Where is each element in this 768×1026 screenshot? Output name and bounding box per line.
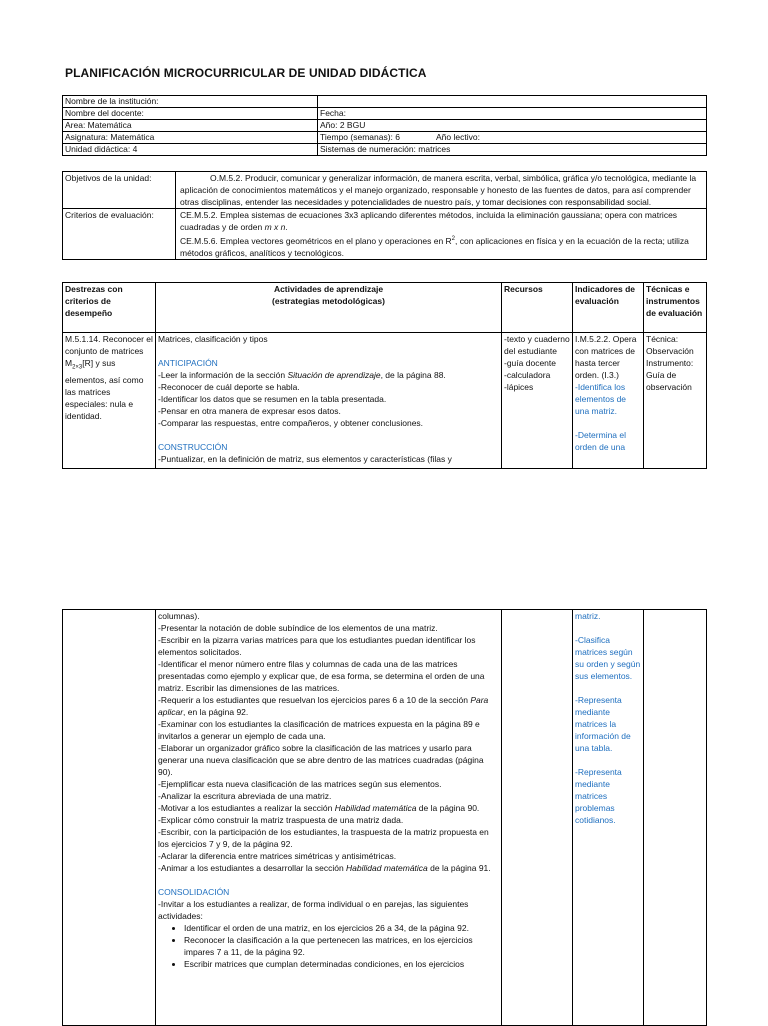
info-cell: Area: Matemática — [63, 120, 318, 132]
planning-table-page2 — [62, 609, 707, 1026]
objectives-table — [62, 171, 707, 260]
list-item: • Reconocer la clasificación a la que pertenecen las matrices, en los ejercicios impares 7 a 11, de la página 92. — [184, 934, 499, 958]
resources-cell — [502, 610, 573, 1026]
table-row — [63, 209, 707, 260]
table-row — [63, 610, 707, 1026]
destreza-cell: M.5.1.14. Reconocer el conjunto de matrices $M_{2\times 3}[R]$ y sus elementos, así como las matrices especiales: nula e identidad. — [63, 333, 156, 469]
indicators-cell: matriz. -Clasifica matrices según su orden y según sus elementos. -Representa mediante matrices la información de una tabla. -Representa mediante matrices problemas cotidianos. — [573, 610, 644, 1026]
planning-table-page1 — [62, 282, 707, 469]
institution-info-table — [62, 95, 707, 156]
info-cell: Año lectivo: — [434, 132, 707, 144]
info-cell: Asignatura: Matemática — [63, 132, 318, 144]
objectives-text — [176, 172, 707, 209]
indicators-cell: I.M.5.2.2. Opera con matrices de hasta tercer orden. (I.3.) -Identifica los elementos de una matriz. -Determina el orden de una — [573, 333, 644, 469]
header-destrezas: Destrezas con criterios de desempeño — [63, 283, 156, 333]
activities-cell: columnas). -Presentar la notación de doble subíndice de los elementos de una matriz. -Escribir en la pizarra varias matrices para que los estudiantes puedan identificar los elementos solicitados. -Identificar el menor número entre filas y columnas de cada una de las matrices presentadas como ejemplo y explicar que, de esa forma, se determina el orden de una matriz. Escribir las dimensiones de las matrices. -Requerir a los estudiantes que resuelvan los ejercicios pares 6 a 10 de la sección Para aplicar, en la página 92. -Examinar con los estudiantes la clasificación de matrices expuesta en la página 89 e invitarlos a generar un ejemplo de cada una. -Elaborar un organizador gráfico sobre la clasificación de las matrices y usarlo para generar una nueva clasificación que se abre dentro de las matrices cuadradas (página 90). -Ejemplificar esta nueva clasificación de las matrices según sus elementos. -Analizar la escritura abreviada de una matriz. -Motivar a los estudiantes a realizar la sección Habilidad matemática de la página 90. -Explicar cómo construir la matriz traspuesta de una matriz dada. -Escribir, con la participación de los estudiantes, la traspuesta de la matriz propuesta en los ejercicios 7 y 9, de la página 92. -Aclarar la diferencia entre matrices simétricas y antisimétricas. -Animar a los estudiantes a desarrollar la sección Habilidad matemática de la página 91. CONSOLIDACIÓN -Invitar a los estudiantes a realizar, de forma individual o en parejas, las siguientes actividades: • Identificar el orden de una matriz, en los ejercicios 26 a 34, de la página 92. • Reconocer la clasificación a la que pertenecen las matrices, en los ejercicios impares 7 a 11, de la página 92. • Escribir matrices que cumplan determinadas condiciones, en los ejercicios — [156, 610, 502, 1026]
resources-cell: -texto y cuaderno del estudiante -guía docente -calculadora -lápices — [502, 333, 573, 469]
table-row — [63, 144, 707, 156]
criteria-text — [176, 209, 707, 260]
header-tecnicas: Técnicas e instrumentos de evaluación — [644, 283, 707, 333]
header-recursos: Recursos — [502, 283, 573, 333]
info-cell — [318, 96, 707, 108]
objectives-content: O.M.5.2. Producir, comunicar y generalizar información, de manera escrita, verbal, simbólica, gráfica y/o tecnológica, mediante la aplicación de conocimientos matemáticos y el manejo organizado, responsable y honesto de las fuentes de datos, para así comprender otras disciplinas, entender las necesidades y potencialidades de nuestro país, y tomar decisiones con responsabilidad social. — [180, 173, 697, 207]
section-anticipacion: ANTICIPACIÓN — [158, 358, 218, 368]
criteria-label: Criterios de evaluación: — [63, 209, 176, 260]
activity-list — [158, 922, 499, 970]
info-cell: Tiempo (semanas): 6 — [318, 132, 435, 144]
table-row — [63, 172, 707, 209]
header-indicadores: Indicadores de evaluación — [573, 283, 644, 333]
info-cell: Sistemas de numeración: matrices — [318, 144, 707, 156]
table-row — [63, 132, 707, 144]
objectives-label: Objetivos de la unidad: — [63, 172, 176, 209]
info-cell: Unidad didáctica: 4 — [63, 144, 318, 156]
table-row — [63, 283, 707, 333]
list-item: • Identificar el orden de una matriz, en los ejercicios 26 a 34, de la página 92. — [184, 922, 499, 934]
info-cell: Nombre del docente: — [63, 108, 318, 120]
table-row — [63, 120, 707, 132]
info-cell: Nombre de la institución: — [63, 96, 318, 108]
info-cell: Fecha: — [318, 108, 707, 120]
header-actividades: Actividades de aprendizaje (estrategias metodológicas) — [156, 283, 502, 333]
criterion-2: CE.M.5.6. Emplea vectores geométricos en el plano y operaciones en $R^2$, con aplicaciones en física y en la ecuación de la recta; utiliza métodos gráficos, analíticos y tecnológicos. — [180, 235, 689, 258]
table-row — [63, 333, 707, 469]
destreza-cell — [63, 610, 156, 1026]
activities-cell: Matrices, clasificación y tipos ANTICIPACIÓN -Leer la información de la sección Situación de aprendizaje, de la página 88. -Reconocer de cuál deporte se habla. -Identificar los datos que se resumen en la tabla presentada. -Pensar en otra manera de expresar esos datos. -Comparar las respuestas, entre compañeros, y obtener conclusiones. CONSTRUCCIÓN -Puntualizar, en la definición de matriz, sus elementos y características (filas y — [156, 333, 502, 469]
page-title: PLANIFICACIÓN MICROCURRICULAR DE UNIDAD DIDÁCTICA — [65, 66, 427, 80]
techniques-cell — [644, 610, 707, 1026]
info-cell: Año: 2 BGU — [318, 120, 707, 132]
section-construccion: CONSTRUCCIÓN — [158, 442, 228, 452]
table-row — [63, 108, 707, 120]
techniques-cell: Técnica: Observación Instrumento: Guía de observación — [644, 333, 707, 469]
section-consolidacion: CONSOLIDACIÓN — [158, 887, 230, 897]
criterion-1: CE.M.5.2. Emplea sistemas de ecuaciones 3x3 aplicando diferentes métodos, incluida la eliminación gaussiana; opera con matrices cuadradas y de orden m x n. — [180, 210, 678, 232]
list-item: • Escribir matrices que cumplan determinadas condiciones, en los ejercicios — [184, 958, 499, 970]
table-row — [63, 96, 707, 108]
